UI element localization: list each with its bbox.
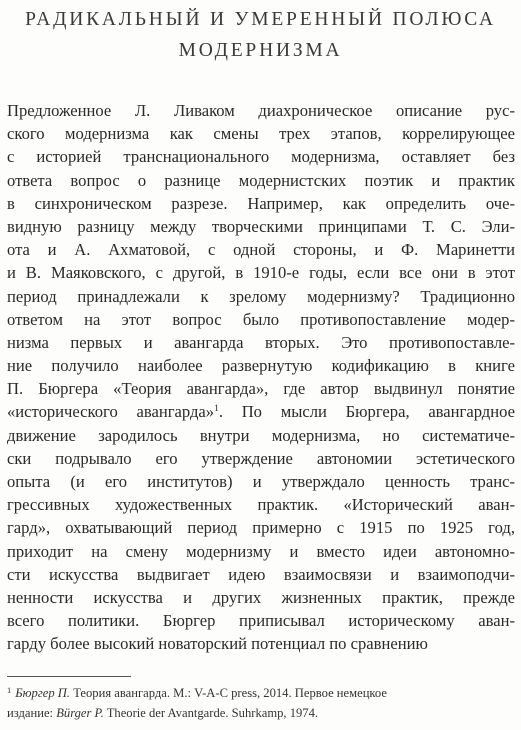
- text-line: низма первых и авангарда вторых. Это противопоставле-: [7, 332, 515, 352]
- footnote-author: Бюргер П.: [15, 686, 71, 700]
- text-line: П. Бюргера «Теория авангарда», где автор выдвинул понятие: [7, 379, 515, 399]
- text-line: ние получило наиболее развернутую кодификацию в книге: [7, 356, 515, 376]
- footnote-number: 1: [7, 685, 12, 695]
- footnote-text: Theorie der Avantgarde. Suhrkamp, 1974.: [103, 705, 319, 720]
- text-line: видную разницу между творческими принципами Т. С. Эли-: [7, 216, 515, 236]
- text-line: ответом на этот вопрос было противопоставление модер-: [7, 309, 515, 329]
- text-line: ненности искусства и других жизненных практик, прежде: [7, 587, 515, 607]
- text-line: грессивных художественных практик. «Исторический аван-: [7, 495, 515, 515]
- text-line: приходит на смену модернизму и вместо идеи автономно-: [7, 541, 515, 561]
- footnote-reference[interactable]: 1: [214, 404, 219, 415]
- footnote-line-2: [7, 704, 515, 724]
- chapter-title-line-1: РАДИКАЛЬНЫЙ И УМЕРЕННЫЙ ПОЛЮСА: [25, 9, 496, 30]
- text-line: ски подрывало его утверждение автономии эстетического: [7, 448, 515, 468]
- text-line: ского модернизма как смены трех этапов, коррелирующее: [7, 124, 515, 144]
- text-line: ота и А. Ахматовой, с одной стороны, и Ф. Маринетти: [7, 240, 515, 260]
- text-line: в синхроническом разрезе. Например, как определить оче-: [7, 193, 515, 213]
- body-text: [7, 99, 515, 656]
- text-line: сти искусства выдвигает идею взаимосвязи и взаимоподчи-: [7, 564, 515, 584]
- footnote-line-1: [7, 684, 515, 704]
- text-line: гард», охватывающий период примерно с 1915 по 1925 год,: [7, 518, 515, 538]
- text-segment: . По мысли Бюргера, авангардное: [218, 402, 515, 422]
- text-line: всего политики. Бюргер приписывал историческому аван-: [7, 611, 515, 631]
- footnote-text: Теория авангарда. М.: V-A-C press, 2014. Первое немецкое: [70, 686, 387, 700]
- footnote: [7, 684, 515, 723]
- footnote-divider: [7, 676, 131, 677]
- footnote-text: издание:: [7, 705, 57, 720]
- chapter-title: [0, 4, 521, 66]
- text-line: Предложенное Л. Ливаком диахроническое описание рус-: [7, 101, 515, 120]
- text-line: ответа вопрос о разнице модернистских поэтик и практик: [7, 170, 515, 190]
- text-line: гарду более высокий новаторский потенциал по сравнению: [7, 634, 428, 654]
- text-line: и В. Маяковского, с другой, в 1910-е годы, если все они в этот: [7, 263, 515, 283]
- text-line-with-footnote: [7, 400, 515, 423]
- text-segment: «исторического авангарда»: [7, 402, 215, 422]
- chapter-title-line-2: МОДЕРНИЗМА: [178, 40, 343, 61]
- text-line: период принадлежали к зрелому модернизму? Традиционно: [7, 286, 515, 306]
- text-line: движение зародилось внутри модернизма, но систематиче-: [7, 425, 515, 445]
- footnote-author: Bürger P.: [56, 705, 104, 720]
- text-line: опыта (и его институтов) и утверждало ценность транс-: [7, 472, 515, 491]
- text-line: с историей транснационального модернизма, оставляет без: [7, 147, 515, 167]
